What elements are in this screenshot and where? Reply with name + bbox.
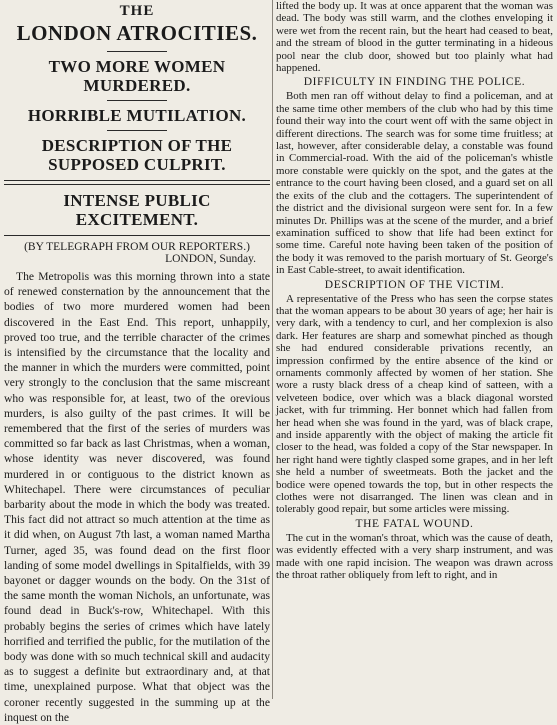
dateline: LONDON, Sunday.	[165, 253, 256, 265]
paragraph-victim: A representative of the Press who has seen the corpse states that the woman appears to be about 30 years of age; her hair is very dark, with a tendency to curl, and her complexion is also dark. Her features are sharp and somewhat pinched as though she had endured considerable privations recently, an impression confirmed by the entire absence of the kind or ornaments commonly affected by women of her station. She wore a rusty black dress of a cheap kind of satteen, with a velveteen bodice, over which was a black diagonal worsted jacket, with fur trimming. Her bonnet which had fallen from her head when she was found in the yard, was of black crape, and inside apparently with the object of making the article fit closer to the head, was folded a copy of the Star newspaper. In her right hand were tightly clasped some grapes, and in her left she held a number of sweetmeats. Both the jacket and the bodice were opened towards the top, but in other respects the clothes were not disarranged. The linen was clean and in tolerably good repair, but some articles were missing.	[276, 292, 553, 516]
byline: (BY TELEGRAPH FROM OUR REPORTERS.)	[24, 241, 250, 253]
left-column	[4, 0, 270, 724]
paragraph-fatal-wound: The cut in the woman's throat, which was the cause of death, was evidently effected with a very sharp instrument, and was made with one rapid incision. The weapon was drawn across the throat rather obliquely from left to right, and in	[276, 531, 553, 582]
rule	[107, 130, 167, 131]
right-column	[276, 0, 553, 699]
deck-public-excitement: INTENSE PUBLIC EXCITEMENT.	[63, 191, 211, 229]
deck-description-culprit: DESCRIPTION OF THE SUPPOSED CULPRIT.	[41, 136, 233, 174]
headline-the: THE	[119, 3, 155, 19]
article-body-left: The Metropolis was this morning thrown into a state of renewed consternation by the announcement that the bodies of two more murdered women had been discovered in the East End. This report, unhappily, proved too true, and the terrible character of the crimes is intensified by the circumstance that the locality and the manner in which the murders were committed, point very strongly to the conclusion that the same miscreant who was responsible for, at least, two of the orevious murders, is also guilty of the past crimes. It will be remembered that the first of the series of murders was committed so far back as last Christmas, when a woman, whose identity was never discovered, was found murdered in or contiguous to the district known as Whitechapel. There were circumstances of peculiar barbarity about the mode in which the body was treated. This fact did not attract so much attention at the time as it did when, on August 7th last, a woman named Martha Turner, aged 35, was found dead on the first floor landing of some model dwellings in Spitalfields, with 39 bayonet or dagger wounds on the body. On the 31st of the same month the woman Nichols, an unfortunate, was found dead in Buck's-row, Whitechapel. With this probably begins the series of crimes which have lately horrified and terrified the public, for the mutilation of the body was done with so much technical skill and audacity as to suggest a definite but extraordinary and, at that time, unexplained purpose. What that object was the coroner recently suggested in the summing up at the inquest on the	[4, 270, 270, 724]
subhead-police: DIFFICULTY IN FINDING THE POLICE.	[303, 76, 526, 89]
deck-horrible-mutilation: HORRIBLE MUTILATION.	[27, 106, 247, 125]
column-rule	[272, 0, 273, 699]
rule	[107, 100, 167, 101]
deck-two-more-women: TWO MORE WOMEN MURDERED.	[48, 57, 226, 95]
subhead-victim: DESCRIPTION OF THE VICTIM.	[324, 278, 505, 291]
subhead-fatal-wound: THE FATAL WOUND.	[355, 517, 474, 530]
rule	[107, 51, 167, 52]
headline-main: LONDON ATROCITIES.	[16, 21, 258, 45]
paragraph-continued: lifted the body up. It was at once apparent that the woman was dead. The body was still warm, and the clothes enveloping it were wet from the recent rain, but the heart had ceased to beat, and the stream of blood in the gutter terminating in a hideous pool near the club door, showed but too plainly what had happened.	[276, 0, 553, 75]
double-rule	[4, 180, 270, 185]
paragraph-police: Both men ran off without delay to find a policeman, and at the same time other members of the club who had by this time found their way into the court went off with the same object in different directions. The search was for some time fruitless; at last, however, after considerable delay, a constable was found in Commercial-road. With the aid of the policeman's whistle more constable were quickly on the spot, and the gates at the entrance to the court having been closed, and a guard set on all the exits of the club and the cottagers. The superintendent of the district and the divisional surgeon were sent for. In a few minutes Dr. Phillips was at the scene of the murder, and a brief examination sufficed to show that life had been extinct for some time. Careful note having been taken of the position of the body it was removed to the parish mortuary of St. George's in East Cable-street, to await identification.	[276, 90, 553, 277]
rule	[4, 235, 270, 236]
